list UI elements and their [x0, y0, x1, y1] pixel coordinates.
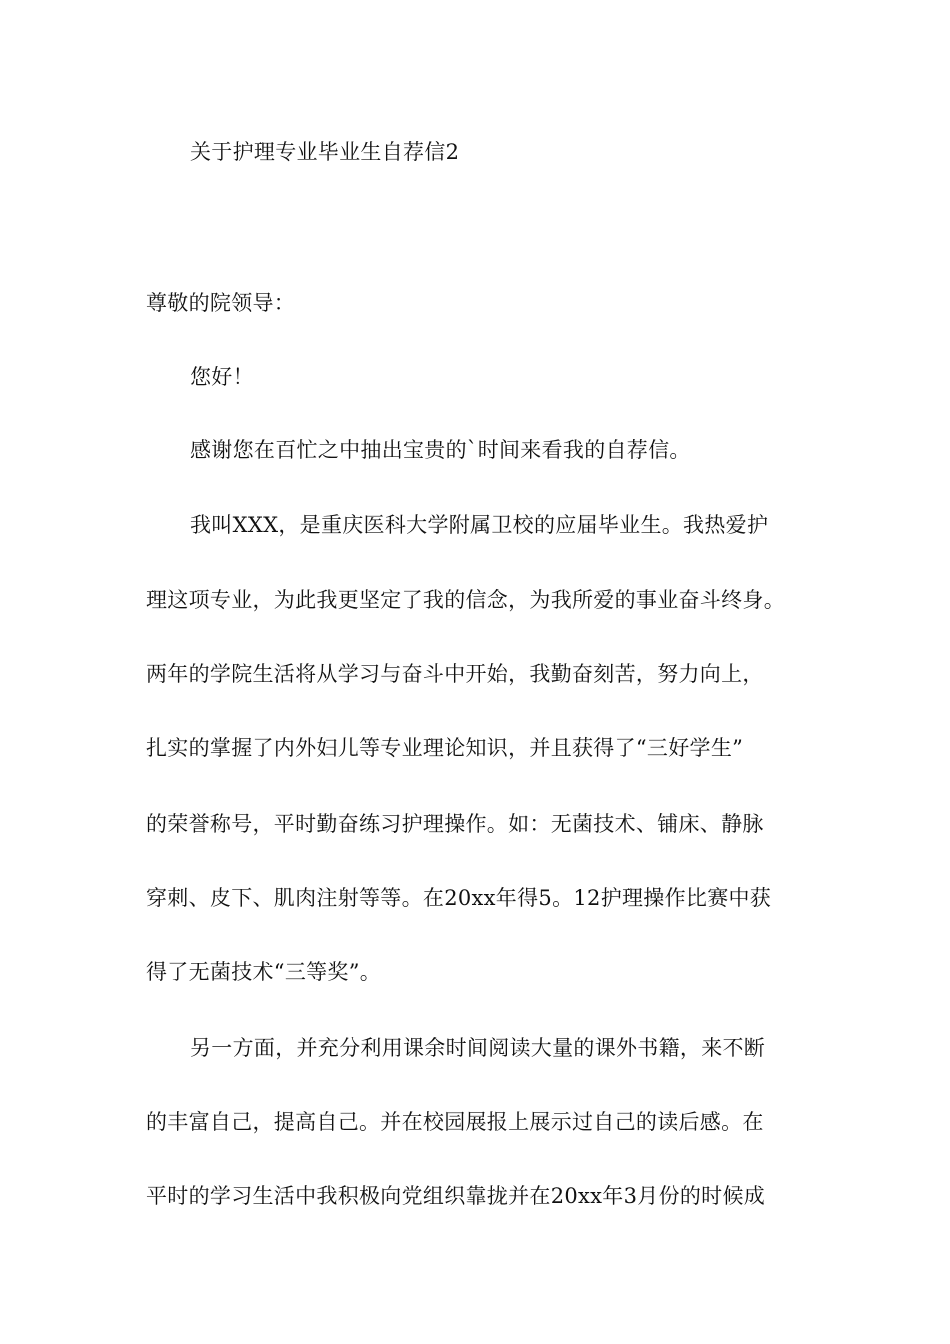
- paragraph-3-line-2: 的丰富自己，提高自己。并在校园展报上展示过自己的读后感。在: [146, 1110, 764, 1134]
- paragraph-2-line-2: 理这项专业，为此我更坚定了我的信念，为我所爱的事业奋斗终身。: [146, 588, 785, 612]
- paragraph-2-line-7: 得了无菌技术“三等奖”。: [146, 960, 382, 984]
- paragraph-3-line-1: 另一方面，并充分利用课余时间阅读大量的课外书籍，来不断: [190, 1036, 766, 1060]
- salutation: 尊敬的院领导：: [146, 291, 296, 315]
- paragraph-2-line-5: 的荣誉称号，平时勤奋练习护理操作。如：无菌技术、铺床、静脉: [146, 812, 764, 836]
- paragraph-2-line-3: 两年的学院生活将从学习与奋斗中开始，我勤奋刻苦，努力向上，: [146, 662, 764, 686]
- greeting: 您好！: [190, 365, 254, 389]
- paragraph-1: 感谢您在百忙之中抽出宝贵的`时间来看我的自荐信。: [190, 438, 691, 462]
- paragraph-3-line-3: 平时的学习生活中我积极向党组织靠拢并在20xx年3月份的时候成: [146, 1184, 766, 1208]
- document-title: 关于护理专业毕业生自荐信2: [190, 140, 460, 164]
- paragraph-2-line-4: 扎实的掌握了内外妇儿等专业理论知识，并且获得了“三好学生”: [146, 736, 744, 760]
- paragraph-2-line-6: 穿刺、皮下、肌肉注射等等。在20xx年得5。12护理操作比赛中获: [146, 886, 772, 910]
- paragraph-2-line-1: 我叫XXX，是重庆医科大学附属卫校的应届毕业生。我热爱护: [190, 513, 769, 537]
